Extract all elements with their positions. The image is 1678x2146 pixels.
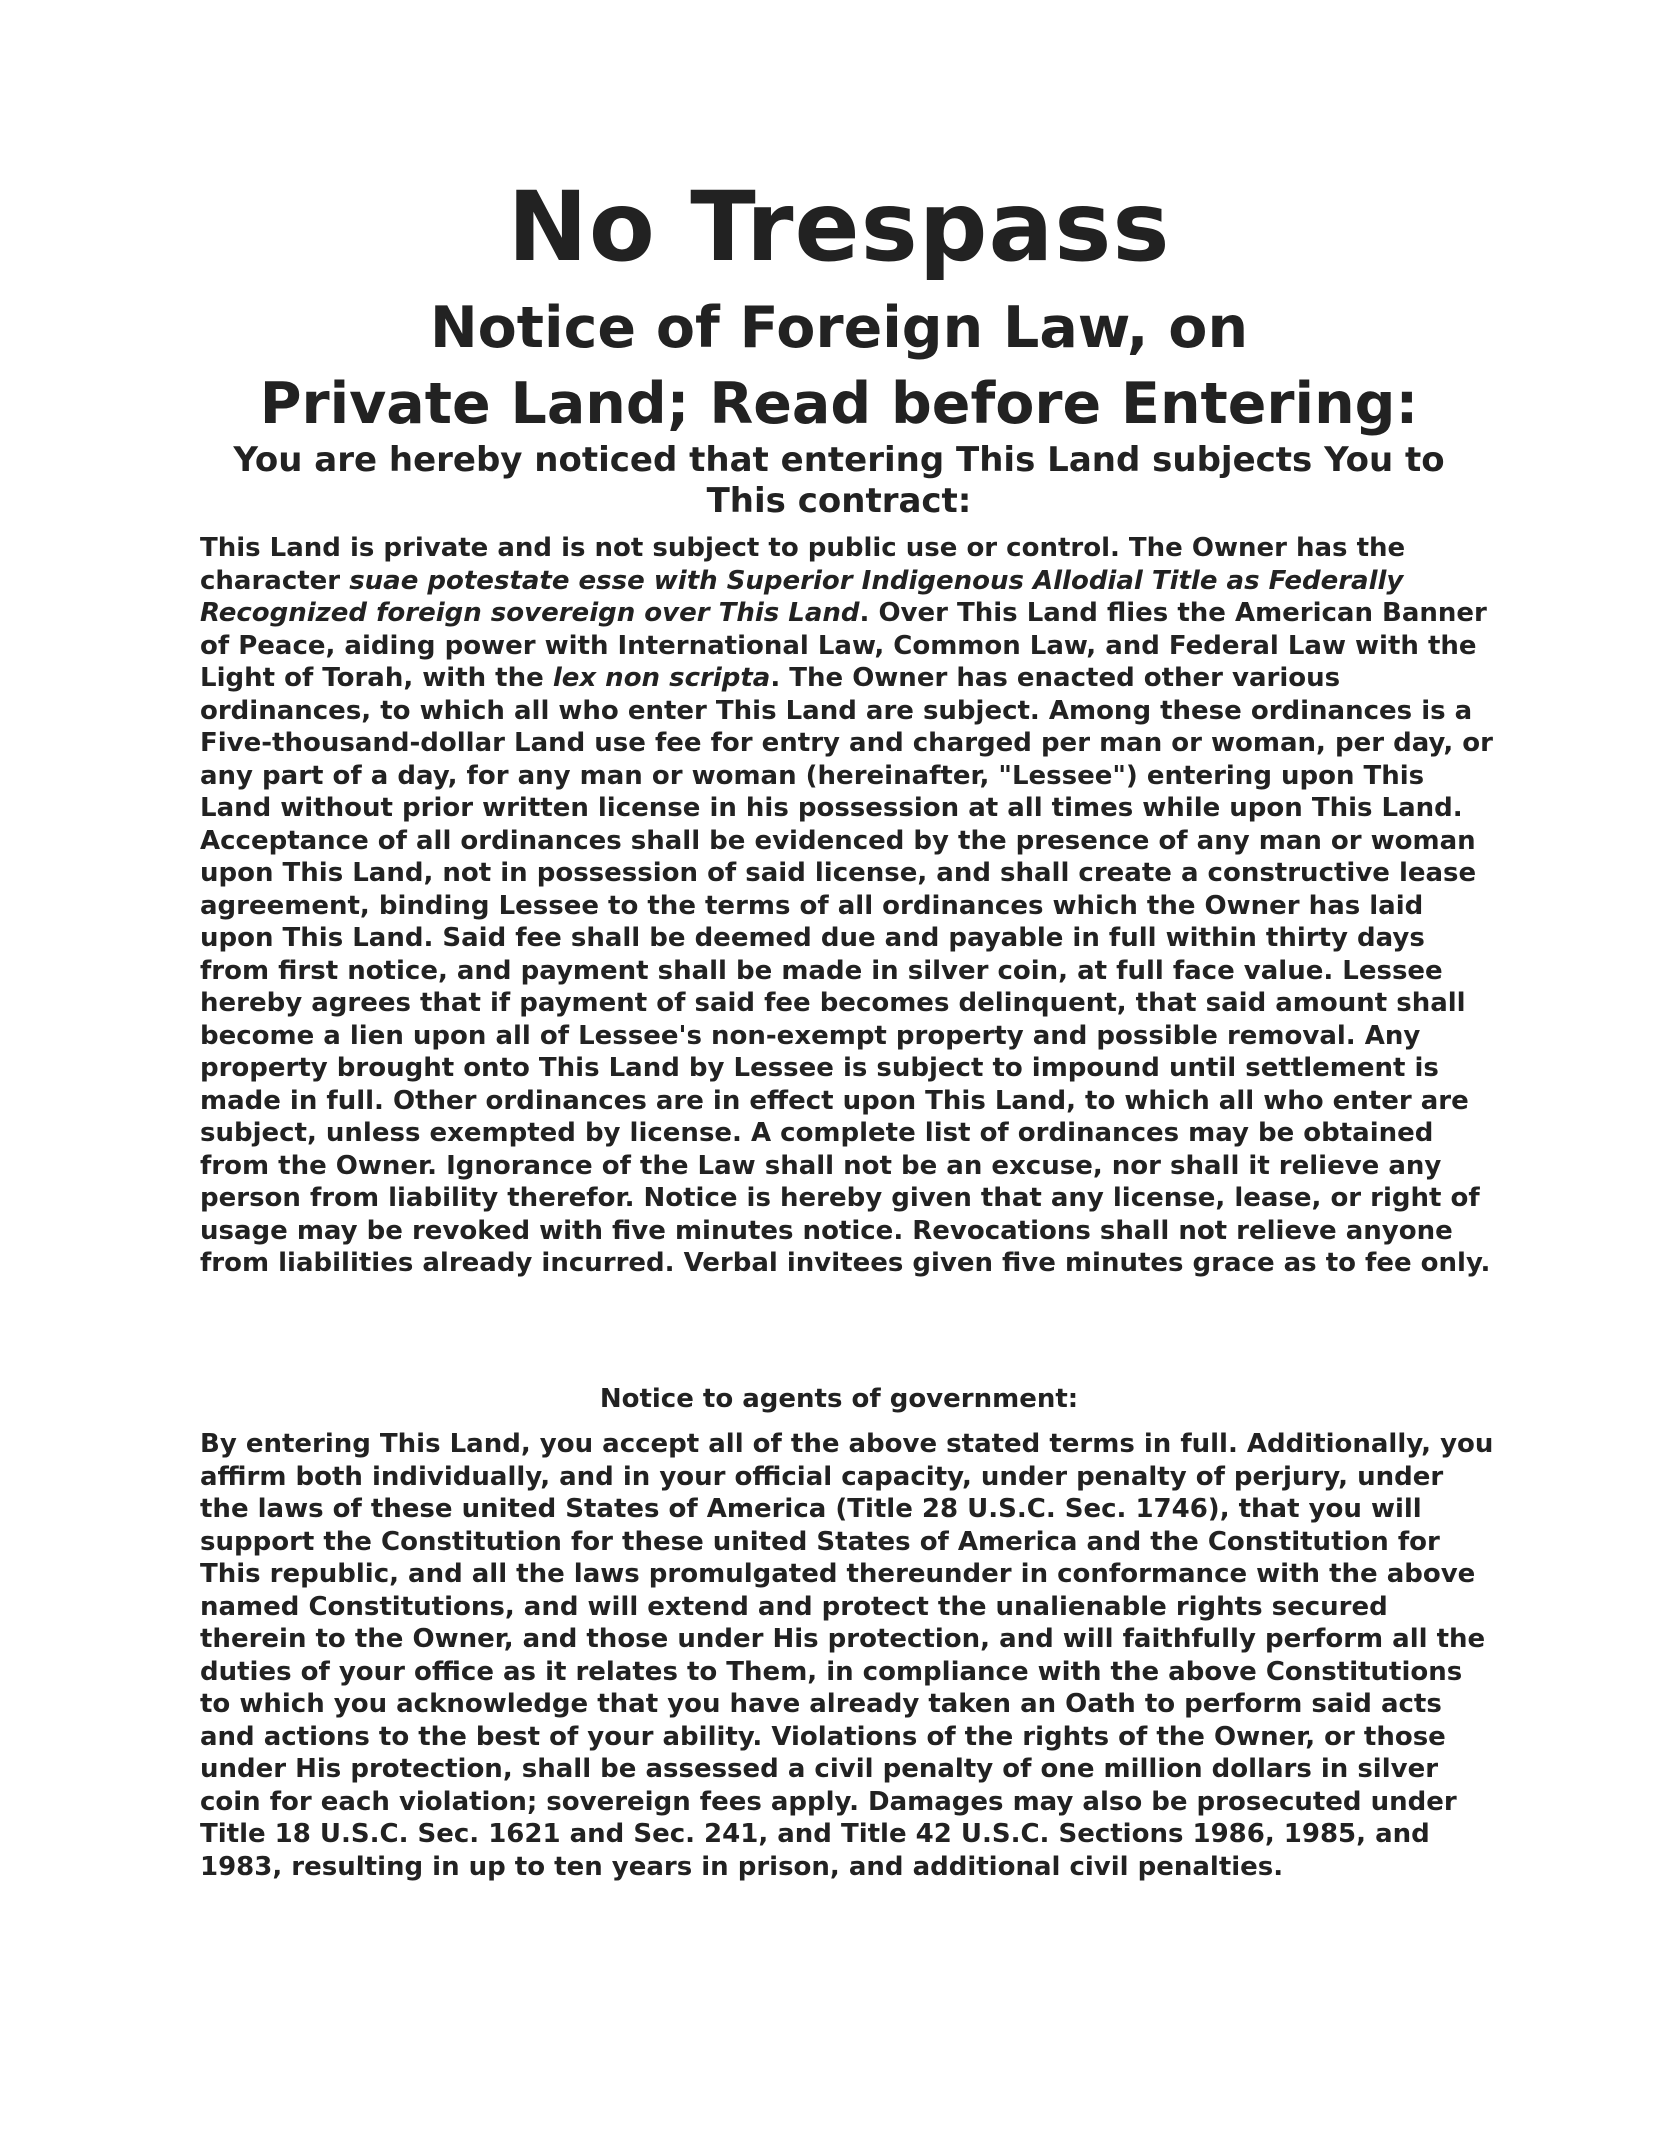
agents-heading: Notice to agents of government: bbox=[599, 1384, 1079, 1414]
ordinances-paragraph bbox=[200, 532, 1500, 1280]
document-title: No Trespass bbox=[507, 171, 1171, 283]
subtitle-line-1: Notice of Foreign Law, on bbox=[429, 295, 1249, 361]
subtitle-line-2: Private Land; Read before Entering: bbox=[259, 371, 1419, 437]
document-subtitle bbox=[0, 290, 1678, 442]
paragraph1-part2: . Over This Land flies the American Banner of Peace, aiding power with International Law, Common Law, and Federal Law with the Light of Torah, with the bbox=[200, 598, 1487, 693]
agents-paragraph: By entering This Land, you accept all of the above stated terms in full. Additionally, you affirm both individually, and in your official capacity, under penalty of perjury, under the laws of these united States of America (Title 28 U.S.C. Sec. 1746), that you will support the Constitution for these united States of America and the Constitution for This republic, and all the laws promulgated thereunder in conformance with the above named Constitutions, and will extend and protect the unalienable rights secured therein to the Owner, and those under His protection, and will faithfully perform all the duties of your office as it relates to Them, in compliance with the above Constitutions to which you acknowledge that you have already taken an Oath to perform said acts and actions to the best of your ability. Violations of the rights of the Owner, or those under His protection, shall be assessed a civil penalty of one million dollars in silver coin for each violation; sovereign fees apply. Damages may also be prosecuted under Title 18 U.S.C. Sec. 1621 and Sec. 241, and Title 42 U.S.C. Sections 1986, 1985, and 1983, resulting in up to ten years in prison, and additional civil penalties. bbox=[200, 1429, 1494, 1882]
intro-notice: You are hereby noticed that entering This Land subjects You to This contract: bbox=[233, 440, 1445, 521]
paragraph1-italic2: lex non scripta bbox=[552, 663, 771, 693]
paragraph1-part3: . The Owner has enacted other various ordinances, to which all who enter This Land are subject. Among these ordinances is a Five-thousand-dollar Land use fee for entry and charged per man or woman, per day, or any part of a day, for any man or woman (hereinafter, "Lessee") entering upon This Land without prior written license in his possession at all times while upon This Land. Acceptance of all ordinances shall be evidenced by the presence of any man or woman upon This Land, not in possession of said license, and shall create a constructive lease agreement, binding Lessee to the terms of all ordinances which the Owner has laid upon This Land. Said fee shall be deemed due and payable in full within thirty days from first notice, and payment shall be made in silver coin, at full face value. Lessee hereby agrees that if payment of said fee becomes delinquent, that said amount shall become a lien upon all of Lessee's non-exempt property and possible removal. Any property brought onto This Land by Lessee is subject to impound until settlement is made in full. Other ordinances are in effect upon This Land, to which all who enter are subject, unless exempted by license. A complete list of ordinances may be obtained from the Owner. Ignorance of the Law shall not be an excuse, nor shall it relieve any person from liability therefor. Notice is hereby given that any license, lease, or right of usage may be revoked with five minutes notice. Revocations shall not relieve anyone from liabilities already incurred. Verbal invitees given five minutes grace as to fee only. bbox=[200, 663, 1493, 1278]
paragraph1-italic1: suae potestate esse with Superior Indigenous Allodial Title as Federally Recognized foreign sovereign over This Land bbox=[200, 565, 1404, 628]
paragraph1-part1: This Land is private and is not subject to public use or control. The Owner has the character bbox=[200, 533, 1406, 596]
